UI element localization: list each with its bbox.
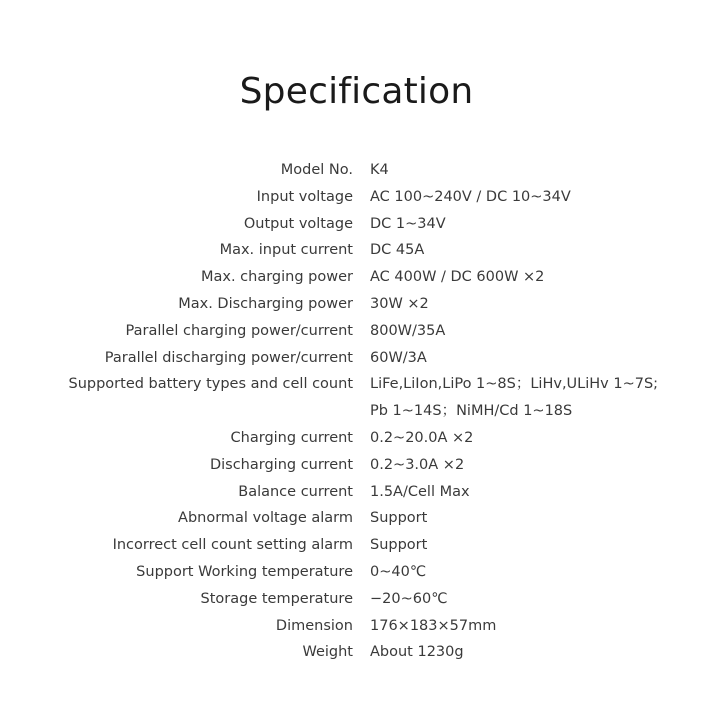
spec-row-model-no <box>0 157 713 184</box>
spec-value <box>370 318 445 345</box>
spec-row-working-temperature <box>0 559 713 586</box>
spec-label: Max. charging power <box>200 269 353 286</box>
spec-row-storage-temperature <box>0 586 713 613</box>
spec-value-line: AC 400W / DC 600W ×2 <box>370 269 545 286</box>
spec-label: Parallel charging power/current <box>125 322 353 339</box>
spec-row-balance-current <box>0 479 713 506</box>
spec-row-dimension <box>0 613 713 640</box>
spec-row-battery-types <box>0 371 713 425</box>
spec-value <box>370 184 571 211</box>
spec-label: Weight <box>302 644 353 661</box>
spec-label: Storage temperature <box>200 590 353 607</box>
spec-label: Dimension <box>275 617 353 634</box>
spec-row-abnormal-voltage-alarm <box>0 505 713 532</box>
spec-row-parallel-charging <box>0 318 713 345</box>
spec-value <box>370 586 447 613</box>
spec-label: Supported battery types and cell count <box>68 376 353 393</box>
spec-row-parallel-discharging <box>0 345 713 372</box>
spec-value-line: Pb 1~14S；NiMH/Cd 1~18S <box>370 403 573 420</box>
spec-value <box>370 639 464 666</box>
spec-label: Charging current <box>230 429 353 446</box>
spec-value-line: 176×183×57mm <box>370 617 497 634</box>
spec-value-line: 60W/3A <box>370 349 427 366</box>
spec-value-line: 0.2~3.0A ×2 <box>370 456 465 473</box>
spec-value <box>370 613 496 640</box>
spec-value-line: 800W/35A <box>370 322 446 339</box>
spec-value-line: Support <box>370 510 428 527</box>
spec-row-charging-current <box>0 425 713 452</box>
spec-value-line: DC 1~34V <box>370 215 446 232</box>
spec-value <box>370 505 427 532</box>
spec-value <box>370 157 389 184</box>
spec-value-line: 0.2~20.0A ×2 <box>370 429 474 446</box>
spec-table <box>0 157 713 666</box>
spec-value-line: LiFe,LiIon,LiPo 1~8S；LiHv,ULiHv 1~7S; <box>370 376 659 393</box>
spec-value <box>370 237 424 264</box>
spec-value-line: DC 45A <box>370 242 425 259</box>
spec-value <box>370 559 426 586</box>
spec-row-cell-count-alarm <box>0 532 713 559</box>
spec-row-weight <box>0 639 713 666</box>
spec-label: Max. Discharging power <box>178 295 353 312</box>
spec-label: Abnormal voltage alarm <box>178 510 353 527</box>
spec-label: Input voltage <box>256 188 353 205</box>
spec-value-line: AC 100~240V / DC 10~34V <box>370 188 571 205</box>
spec-value <box>370 425 473 452</box>
spec-label: Balance current <box>238 483 353 500</box>
spec-value-line: 0~40℃ <box>370 563 427 580</box>
spec-label: Model No. <box>280 162 353 178</box>
spec-row-discharging-current <box>0 452 713 479</box>
spec-value-line: 1.5A/Cell Max <box>370 483 470 500</box>
spec-value-line: −20~60℃ <box>370 590 448 607</box>
spec-row-output-voltage <box>0 211 713 238</box>
spec-value-line: Support <box>370 537 428 554</box>
spec-value-line: K4 <box>370 162 389 178</box>
spec-label: Support Working temperature <box>136 563 353 580</box>
spec-row-max-charging-power <box>0 264 713 291</box>
spec-value <box>370 452 464 479</box>
spec-value <box>370 211 446 238</box>
spec-label: Discharging current <box>209 456 353 473</box>
spec-row-input-voltage <box>0 184 713 211</box>
spec-value <box>370 345 427 372</box>
spec-row-max-input-current <box>0 237 713 264</box>
spec-value <box>370 479 470 506</box>
spec-value <box>370 291 429 318</box>
page-title: Specification <box>239 71 474 112</box>
spec-value <box>370 532 427 559</box>
spec-value <box>370 264 544 291</box>
spec-value <box>370 371 658 425</box>
spec-label: Incorrect cell count setting alarm <box>112 537 353 554</box>
spec-row-max-discharging-power <box>0 291 713 318</box>
spec-label: Output voltage <box>243 215 353 232</box>
spec-value-line: 30W ×2 <box>370 295 429 312</box>
spec-label: Parallel discharging power/current <box>104 349 353 366</box>
spec-value-line: About 1230g <box>370 644 464 661</box>
spec-label: Max. input current <box>219 242 353 259</box>
